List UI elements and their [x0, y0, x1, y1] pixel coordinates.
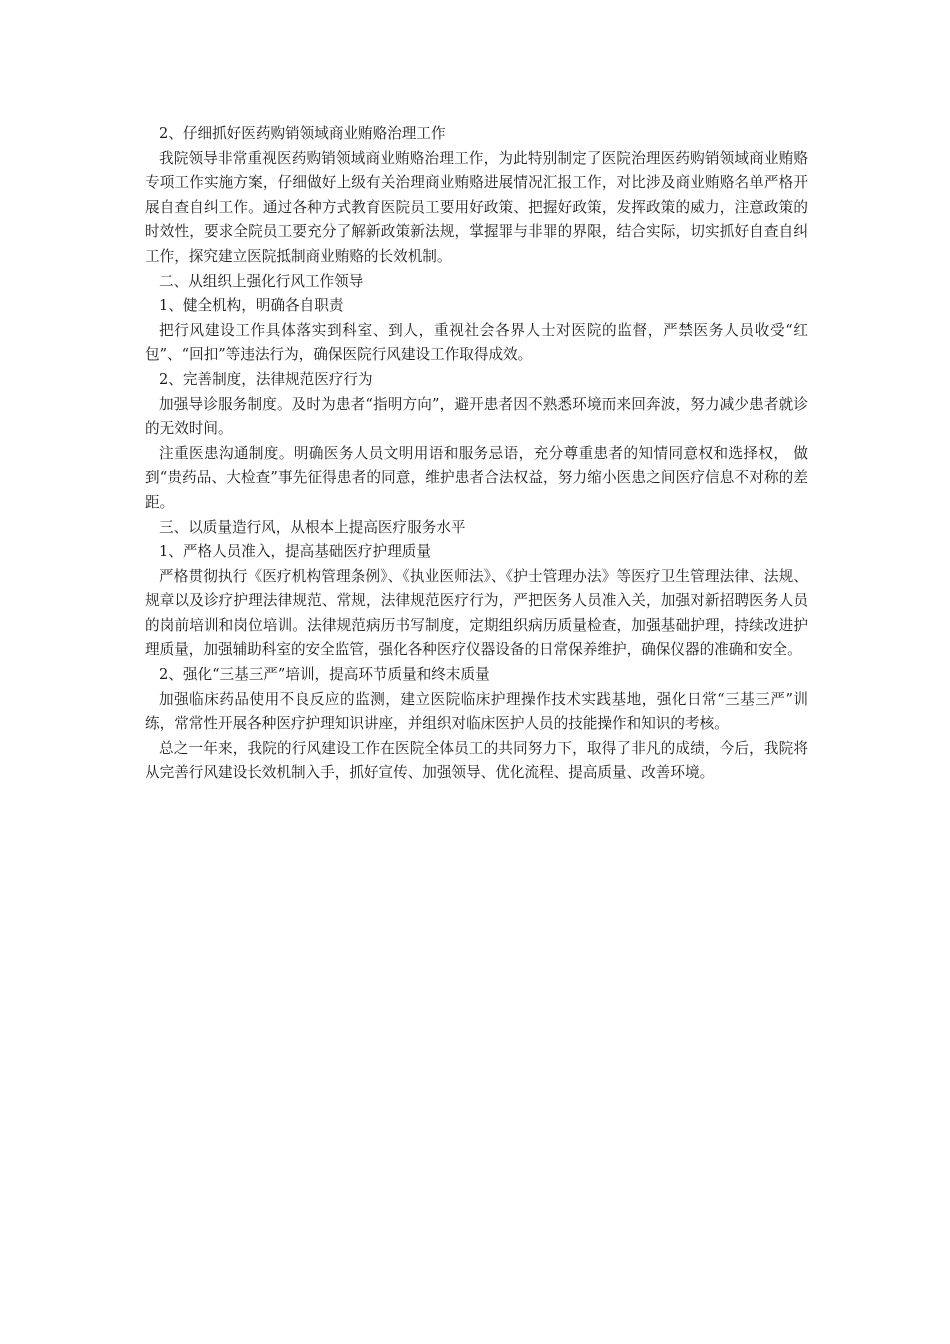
section-heading: 2、强化“三基三严”培训，提高环节质量和终末质量 [159, 666, 490, 684]
section-heading: 1、健全机构，明确各自职责 [159, 297, 344, 315]
document-body [145, 122, 808, 786]
body-paragraph: 把行风建设工作具体落实到科室、到人，重视社会各界人士对医院的监督，严禁医务人员收受“红包”、“回扣”等违法行为，确保医院行风建设工作取得成效。 [145, 321, 808, 364]
body-paragraph: 严格贯彻执行《医疗机构管理条例》、《执业医师法》、《护士管理办法》等医疗卫生管理法律、法规、规章以及诊疗护理法律规范、常规，法律规范医疗行为，严把医务人员准入关，加强对新招聘医务人员的岗前培训和岗位培训。法律规范病历书写制度，定期组织病历质量检查，加强基础护理，持续改进护理质量，加强辅助科室的安全监管，强化各种医疗仪器设备的日常保养维护，确保仪器的准确和安全。 [145, 567, 808, 659]
section-heading: 2、仔细抓好医药购销领域商业贿赂治理工作 [159, 125, 446, 142]
section-heading: 二、从组织上强化行风工作领导 [159, 272, 364, 290]
section-heading: 1、严格人员准入，提高基础医疗护理质量 [159, 543, 431, 561]
body-paragraph: 注重医患沟通制度。明确医务人员文明用语和服务忌语，充分尊重患者的知情同意权和选择权， 做到“贵药品、大检查”事先征得患者的同意，维护患者合法权益，努力缩小医患之间医疗信息不对称的差距。 [145, 444, 808, 511]
body-paragraph: 加强导诊服务制度。及时为患者“指明方向”，避开患者因不熟悉环境而来回奔波，努力减少患者就诊的无效时间。 [145, 395, 808, 438]
section-heading: 三、以质量造行风，从根本上提高医疗服务水平 [159, 518, 466, 536]
body-paragraph: 加强临床药品使用不良反应的监测，建立医院临床护理操作技术实践基地，强化日常“三基三严”训练，常常性开展各种医疗护理知识讲座，并组织对临床医护人员的技能操作和知识的考核。 [145, 690, 808, 733]
section-heading: 2、完善制度，法律规范医疗行为 [159, 370, 373, 388]
body-paragraph: 我院领导非常重视医药购销领域商业贿赂治理工作，为此特别制定了医院治理医药购销领域商业贿赂专项工作实施方案，仔细做好上级有关治理商业贿赂进展情况汇报工作，对比涉及商业贿赂名单严格开展自查自纠工作。通过各种方式教育医院员工要用好政策、把握好政策，发挥政策的威力，注意政策的时效性，要求全院员工要充分了解新政策新法规，掌握罪与非罪的界限，结合实际，切实抓好自查自纠工作，探究建立医院抵制商业贿赂的长效机制。 [145, 149, 808, 265]
body-paragraph: 总之一年来，我院的行风建设工作在医院全体员工的共同努力下，取得了非凡的成绩，今后，我院将从完善行风建设长效机制入手，抓好宣传、加强领导、优化流程、提高质量、改善环境。 [145, 739, 808, 782]
